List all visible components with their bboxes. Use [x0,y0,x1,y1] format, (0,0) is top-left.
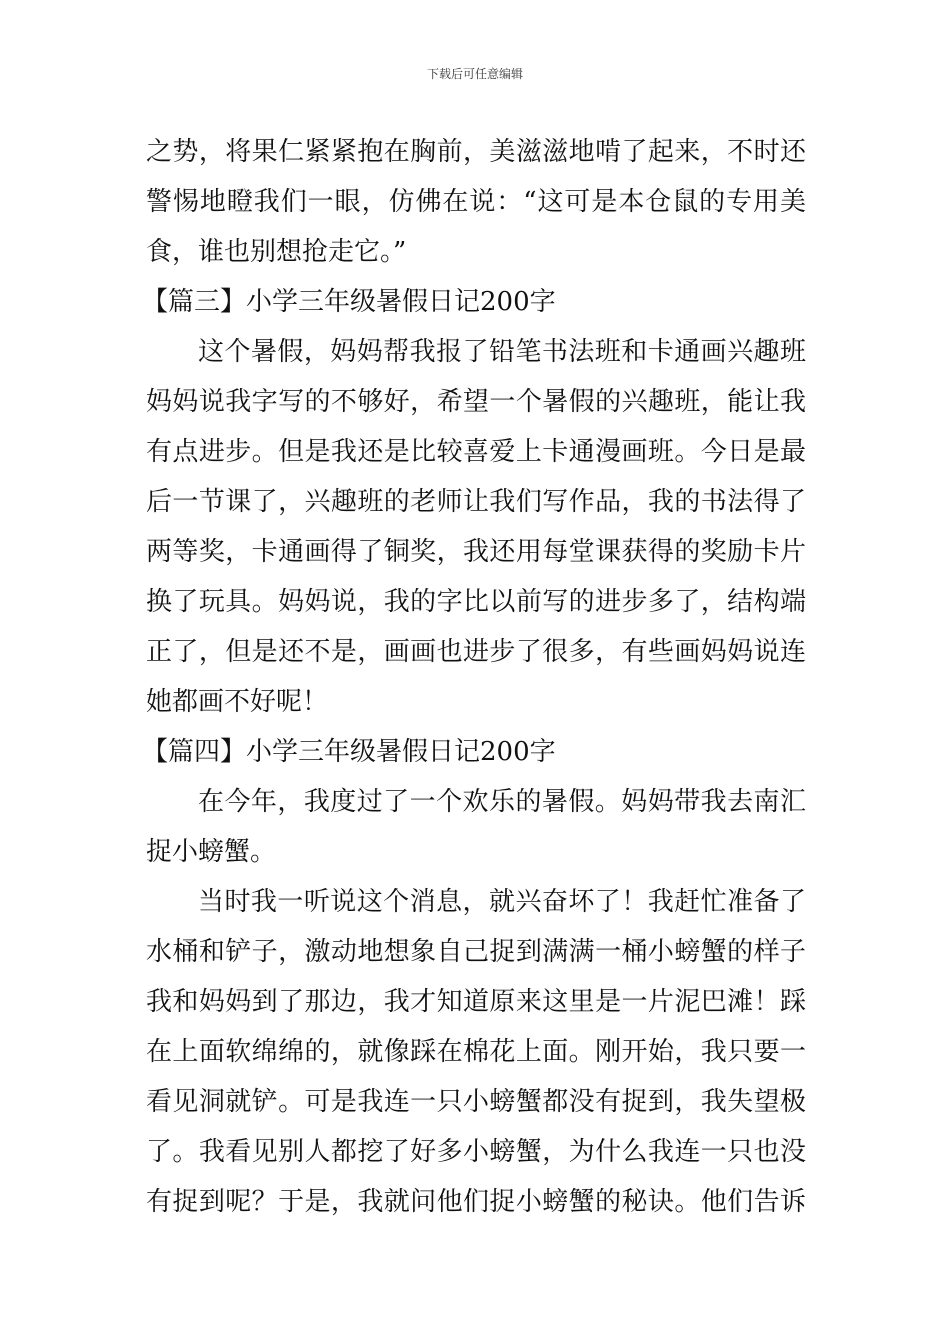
text-line: 妈妈说我字写的不够好，希望一个暑假的兴趣班，能让我 [146,387,806,417]
text-line: 当时我一听说这个消息，就兴奋坏了！我赶忙准备了 [198,887,806,917]
text-line: 我和妈妈到了那边，我才知道原来这里是一片泥巴滩！踩 [146,987,806,1017]
section-heading: 【篇四】小学三年级暑假日记200字 [142,737,556,767]
paragraph [146,127,806,277]
paragraph [146,327,806,727]
text-line: 正了，但是还不是，画画也进步了很多，有些画妈妈说连 [146,637,806,667]
text-line: 食，谁也别想抢走它。” [146,237,407,267]
text-line: 水桶和铲子，激动地想象自己捉到满满一桶小螃蟹的样子 [146,937,806,967]
text-line: 在今年，我度过了一个欢乐的暑假。妈妈带我去南汇 [198,787,806,817]
text-line: 换了玩具。妈妈说，我的字比以前写的进步多了，结构端 [146,587,806,617]
text-line: 之势，将果仁紧紧抱在胸前，美滋滋地啃了起来，不时还 [146,137,806,167]
page-header: 下载后可任意编辑 [426,67,523,81]
text-line: 了。我看见别人都挖了好多小螃蟹，为什么我连一只也没 [146,1137,806,1167]
document-body [142,127,806,1227]
paragraph [146,877,806,1227]
text-line: 这个暑假，妈妈帮我报了铅笔书法班和卡通画兴趣班 [198,337,806,367]
text-line: 有点进步。但是我还是比较喜爱上卡通漫画班。今日是最 [146,437,806,467]
section-heading: 【篇三】小学三年级暑假日记200字 [142,287,556,317]
text-line: 看见洞就铲。可是我连一只小螃蟹都没有捉到，我失望极 [146,1087,806,1117]
text-line: 两等奖，卡通画得了铜奖，我还用每堂课获得的奖励卡片 [146,537,806,567]
text-line: 警惕地瞪我们一眼，仿佛在说：“这可是本仓鼠的专用美 [146,187,806,217]
text-line: 她都画不好呢！ [146,687,329,717]
paragraph [146,777,806,877]
text-line: 捉小螃蟹。 [146,837,277,867]
text-line: 有捉到呢？于是，我就问他们捉小螃蟹的秘诀。他们告诉 [146,1187,806,1217]
text-line: 在上面软绵绵的，就像踩在棉花上面。刚开始，我只要一 [146,1037,806,1067]
text-line: 后一节课了，兴趣班的老师让我们写作品，我的书法得了 [146,487,806,517]
